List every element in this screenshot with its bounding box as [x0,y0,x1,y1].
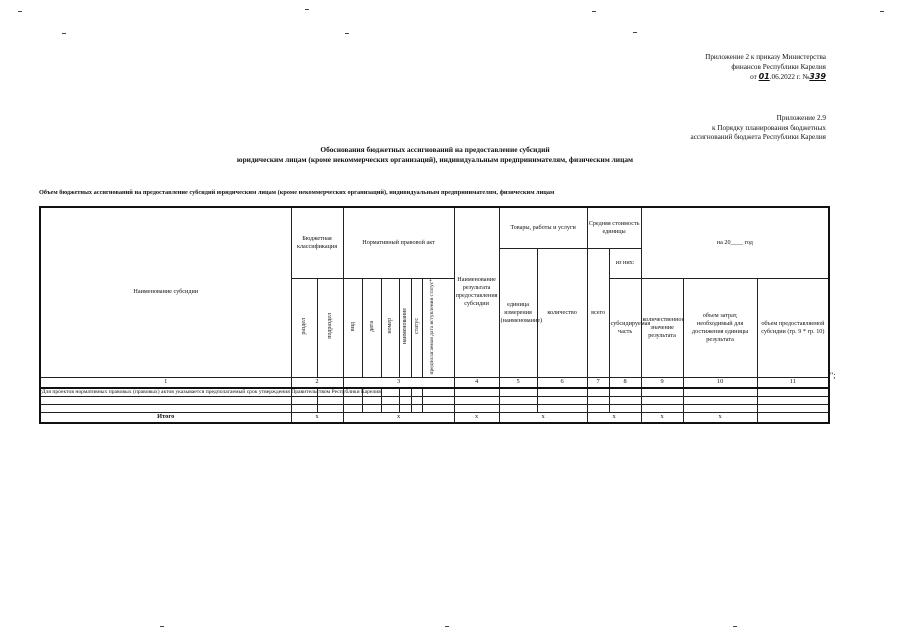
scan-mark [633,32,637,33]
header-subsidized-part: субсидируемая часть [609,278,641,377]
header-quantity: количество [537,248,587,377]
header-avg-cost: Средняя стоимость единицы [587,207,641,248]
scan-mark [305,9,309,10]
header-subsidy-volume: объем предоставляемой субсидии (гр. 9 * гр. 10) [757,278,829,377]
total-label: Итого [40,412,291,423]
title-line2: юридическим лицам (кроме некоммерческих организаций), индивидуальным предпринимателям, физическим лицам [236,155,634,164]
scan-mark [62,33,66,34]
col-num-6: 6 [537,377,587,388]
appendix-29-block [526,114,826,143]
appendix-2-date-line: от 01.06.2022 г. №339 [750,72,826,81]
col-num-8: 8 [609,377,641,388]
header-number: номер [381,278,399,377]
col-num-4: 4 [454,377,499,388]
handwritten-day: 01 [758,72,770,81]
header-year: на 20____ год [641,207,829,278]
appendix-29-line1: Приложение 2.9 [776,114,826,122]
column-number-row [40,377,829,388]
scan-mark [733,626,737,627]
header-budget-class: Бюджетная классификация [291,207,343,278]
header-result-qty: количественное значение результата [641,278,683,377]
col-num-11: 11 [757,377,829,388]
appendix-29-line3: ассигнований бюджета Республики Карелия [690,133,826,141]
col-num-7: 7 [587,377,609,388]
total-x-result: x [454,412,499,423]
header-subsection: подраздел [317,278,343,377]
col-num-1: 1 [40,377,291,388]
header-legal-act: Нормативный правовой акт [343,207,454,278]
table-caption: Объем бюджетных ассигнований на предоставление субсидий юридическим лицам (кроме некоммерческих организаций), индивидуальным предпринимателям, физическим лицам [39,189,555,196]
scan-mark [445,626,449,627]
end-mark: "; [830,371,836,380]
header-type: вид [343,278,362,377]
scan-mark [160,626,164,627]
scan-mark [880,11,884,12]
appendix-2-block [526,53,826,83]
handwritten-number: 339 [809,72,826,81]
total-x-volume: x [683,412,757,423]
appendix-2-line2: финансов Республики Карелия [731,62,826,71]
header-name: наименование [399,278,411,377]
header-of-which: из них: [609,248,641,278]
total-x-act: x [343,412,454,423]
total-x-goods: x [499,412,587,423]
header-costs-volume: объем затрат, необходимый для достижения единицы результата [683,278,757,377]
total-row [40,412,829,423]
total-x-qty: x [641,412,683,423]
header-planned-date: предполагаемая дата вступления статус* [422,278,454,377]
scan-mark [592,11,596,12]
col-num-5: 5 [499,377,537,388]
appendix-2-line1: Приложение 2 к приказу Министерства [705,53,826,61]
header-date: дата [362,278,381,377]
header-total: всего [587,248,609,377]
table-row [40,404,829,412]
total-x-budget: x [291,412,343,423]
title-line1: Обоснования бюджетных ассигнований на предоставление субсидий [320,145,550,154]
col-num-10: 10 [683,377,757,388]
total-subsidy [757,412,829,423]
header-unit: единица измерения (наименование) [499,248,537,377]
scan-mark [345,33,349,34]
document-title [150,145,720,165]
table-row [40,396,829,404]
header-result-name: Наименование результата предоставления субсидии [454,207,499,377]
header-subsidy-name: Наименование субсидии [40,207,291,377]
col-num-2: 2 [291,377,343,388]
col-num-3: 3 [343,377,454,388]
header-section: раздел [291,278,317,377]
total-x-cost: x [587,412,641,423]
appendix-29-line2: к Порядку планирования бюджетных [712,123,826,132]
scan-mark [18,11,22,12]
header-status: статус [411,278,422,377]
footnote: *Для проектов нормативных правовых (правовых) актов указывается предполагаемый срок утверждения Правительством Республики Карелия. [39,389,383,395]
col-num-9: 9 [641,377,683,388]
header-goods: Товары, работы и услуги [499,207,587,248]
